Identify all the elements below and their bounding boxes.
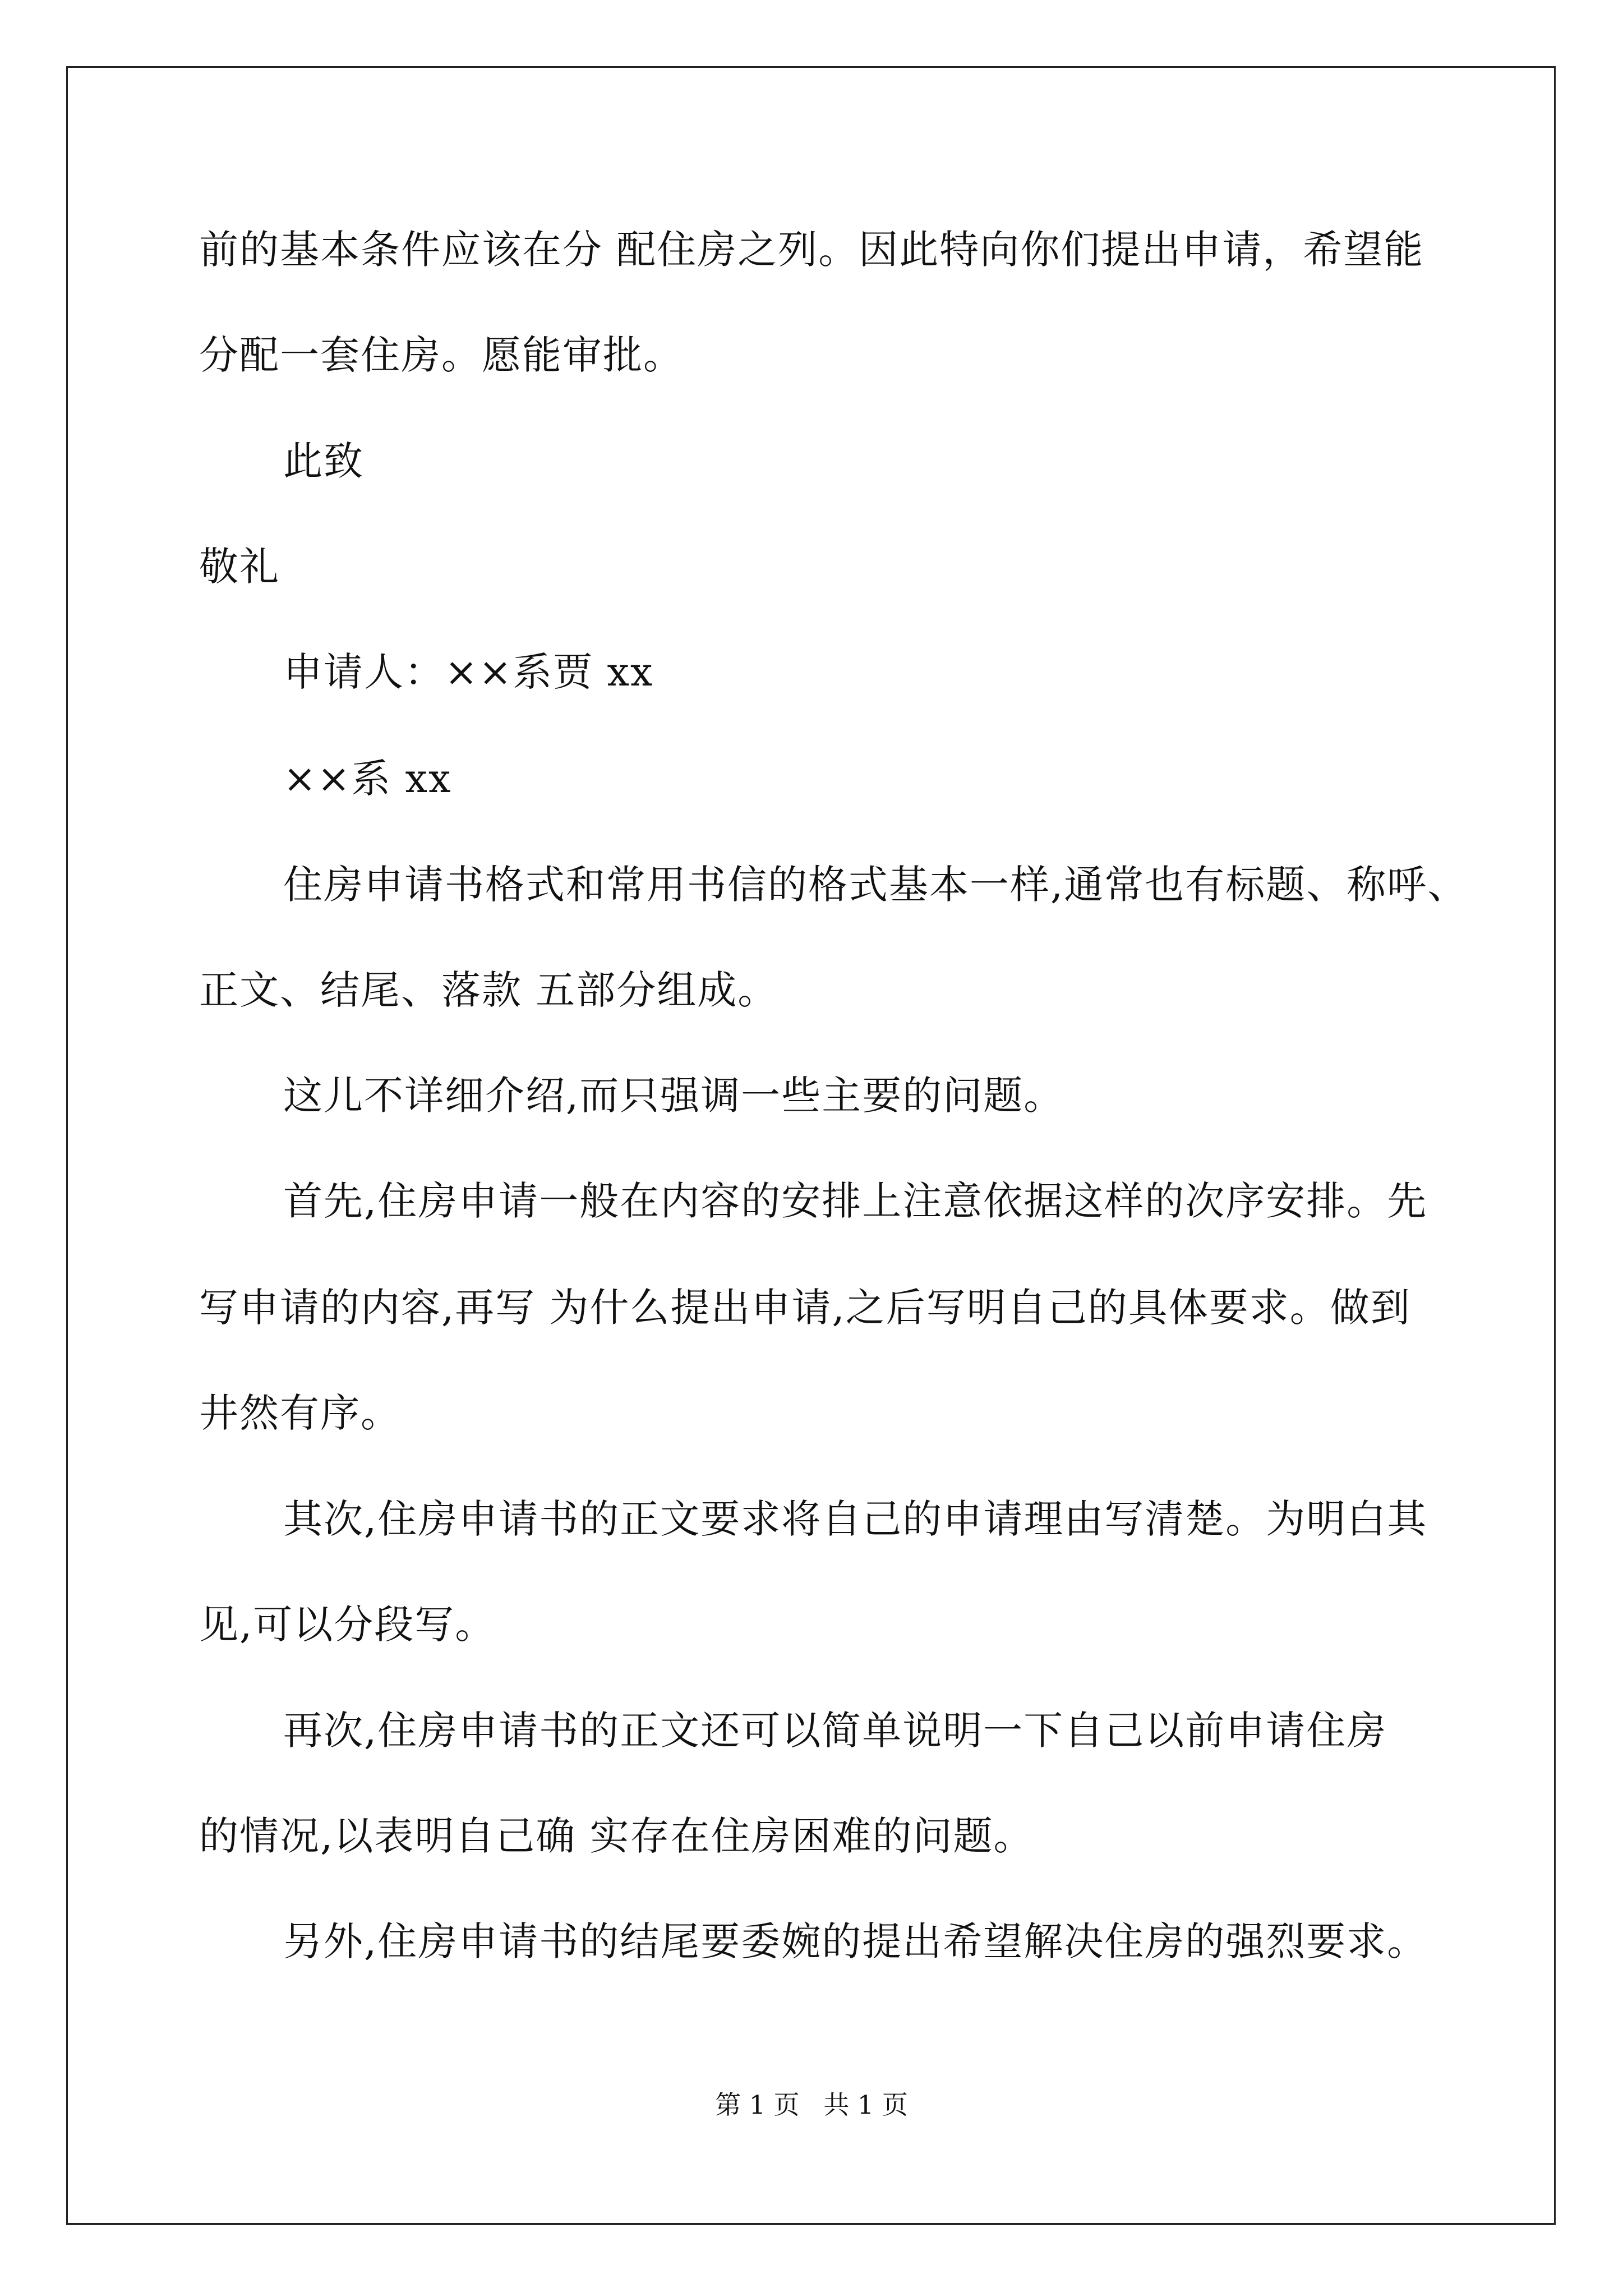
applicant-line: 申请人：××系贾 xx bbox=[283, 649, 654, 695]
text-line-15: 再次,住房申请书的正文还可以简单说明一下自己以前申请住房 bbox=[283, 1708, 1387, 1754]
text-line-7: 住房申请书格式和常用书信的格式基本一样,通常也有标题、称呼、 bbox=[283, 862, 1468, 908]
text-line-17: 另外,住房申请书的结尾要委婉的提出希望解决住房的强烈要求。 bbox=[283, 1918, 1428, 1964]
department-line: ××系 xx bbox=[283, 756, 452, 802]
text-line-2: 分配一套住房。愿能审批。 bbox=[199, 332, 684, 378]
text-line-10: 首先,住房申请一般在内容的安排上注意依据这样的次序安排。先 bbox=[283, 1178, 1428, 1224]
text-line-14: 见,可以分段写。 bbox=[199, 1602, 496, 1648]
closing-line: 敬礼 bbox=[199, 544, 280, 590]
page-total: 共 1 页 bbox=[823, 2090, 908, 2120]
page-number: 第 1 页 bbox=[715, 2090, 800, 2120]
text-line-11: 写申请的内容,再写 为什么提出申请,之后写明自己的具体要求。做到 bbox=[199, 1285, 1411, 1331]
salutation-line: 此致 bbox=[283, 438, 364, 484]
page-border bbox=[66, 66, 1556, 2225]
text-line-8: 正文、结尾、落款 五部分组成。 bbox=[199, 967, 778, 1013]
text-line-12: 井然有序。 bbox=[199, 1390, 401, 1436]
text-line-9: 这儿不详细介绍,而只强调一些主要的问题。 bbox=[283, 1073, 1064, 1119]
text-line-13: 其次,住房申请书的正文要求将自己的申请理由写清楚。为明白其 bbox=[283, 1496, 1428, 1542]
text-line-1: 前的基本条件应该在分 配住房之列。因此特向你们提出申请，希望能 bbox=[199, 227, 1424, 273]
page-footer bbox=[0, 2088, 1623, 2122]
text-line-16: 的情况,以表明自己确 实存在住房困难的问题。 bbox=[199, 1813, 1034, 1859]
